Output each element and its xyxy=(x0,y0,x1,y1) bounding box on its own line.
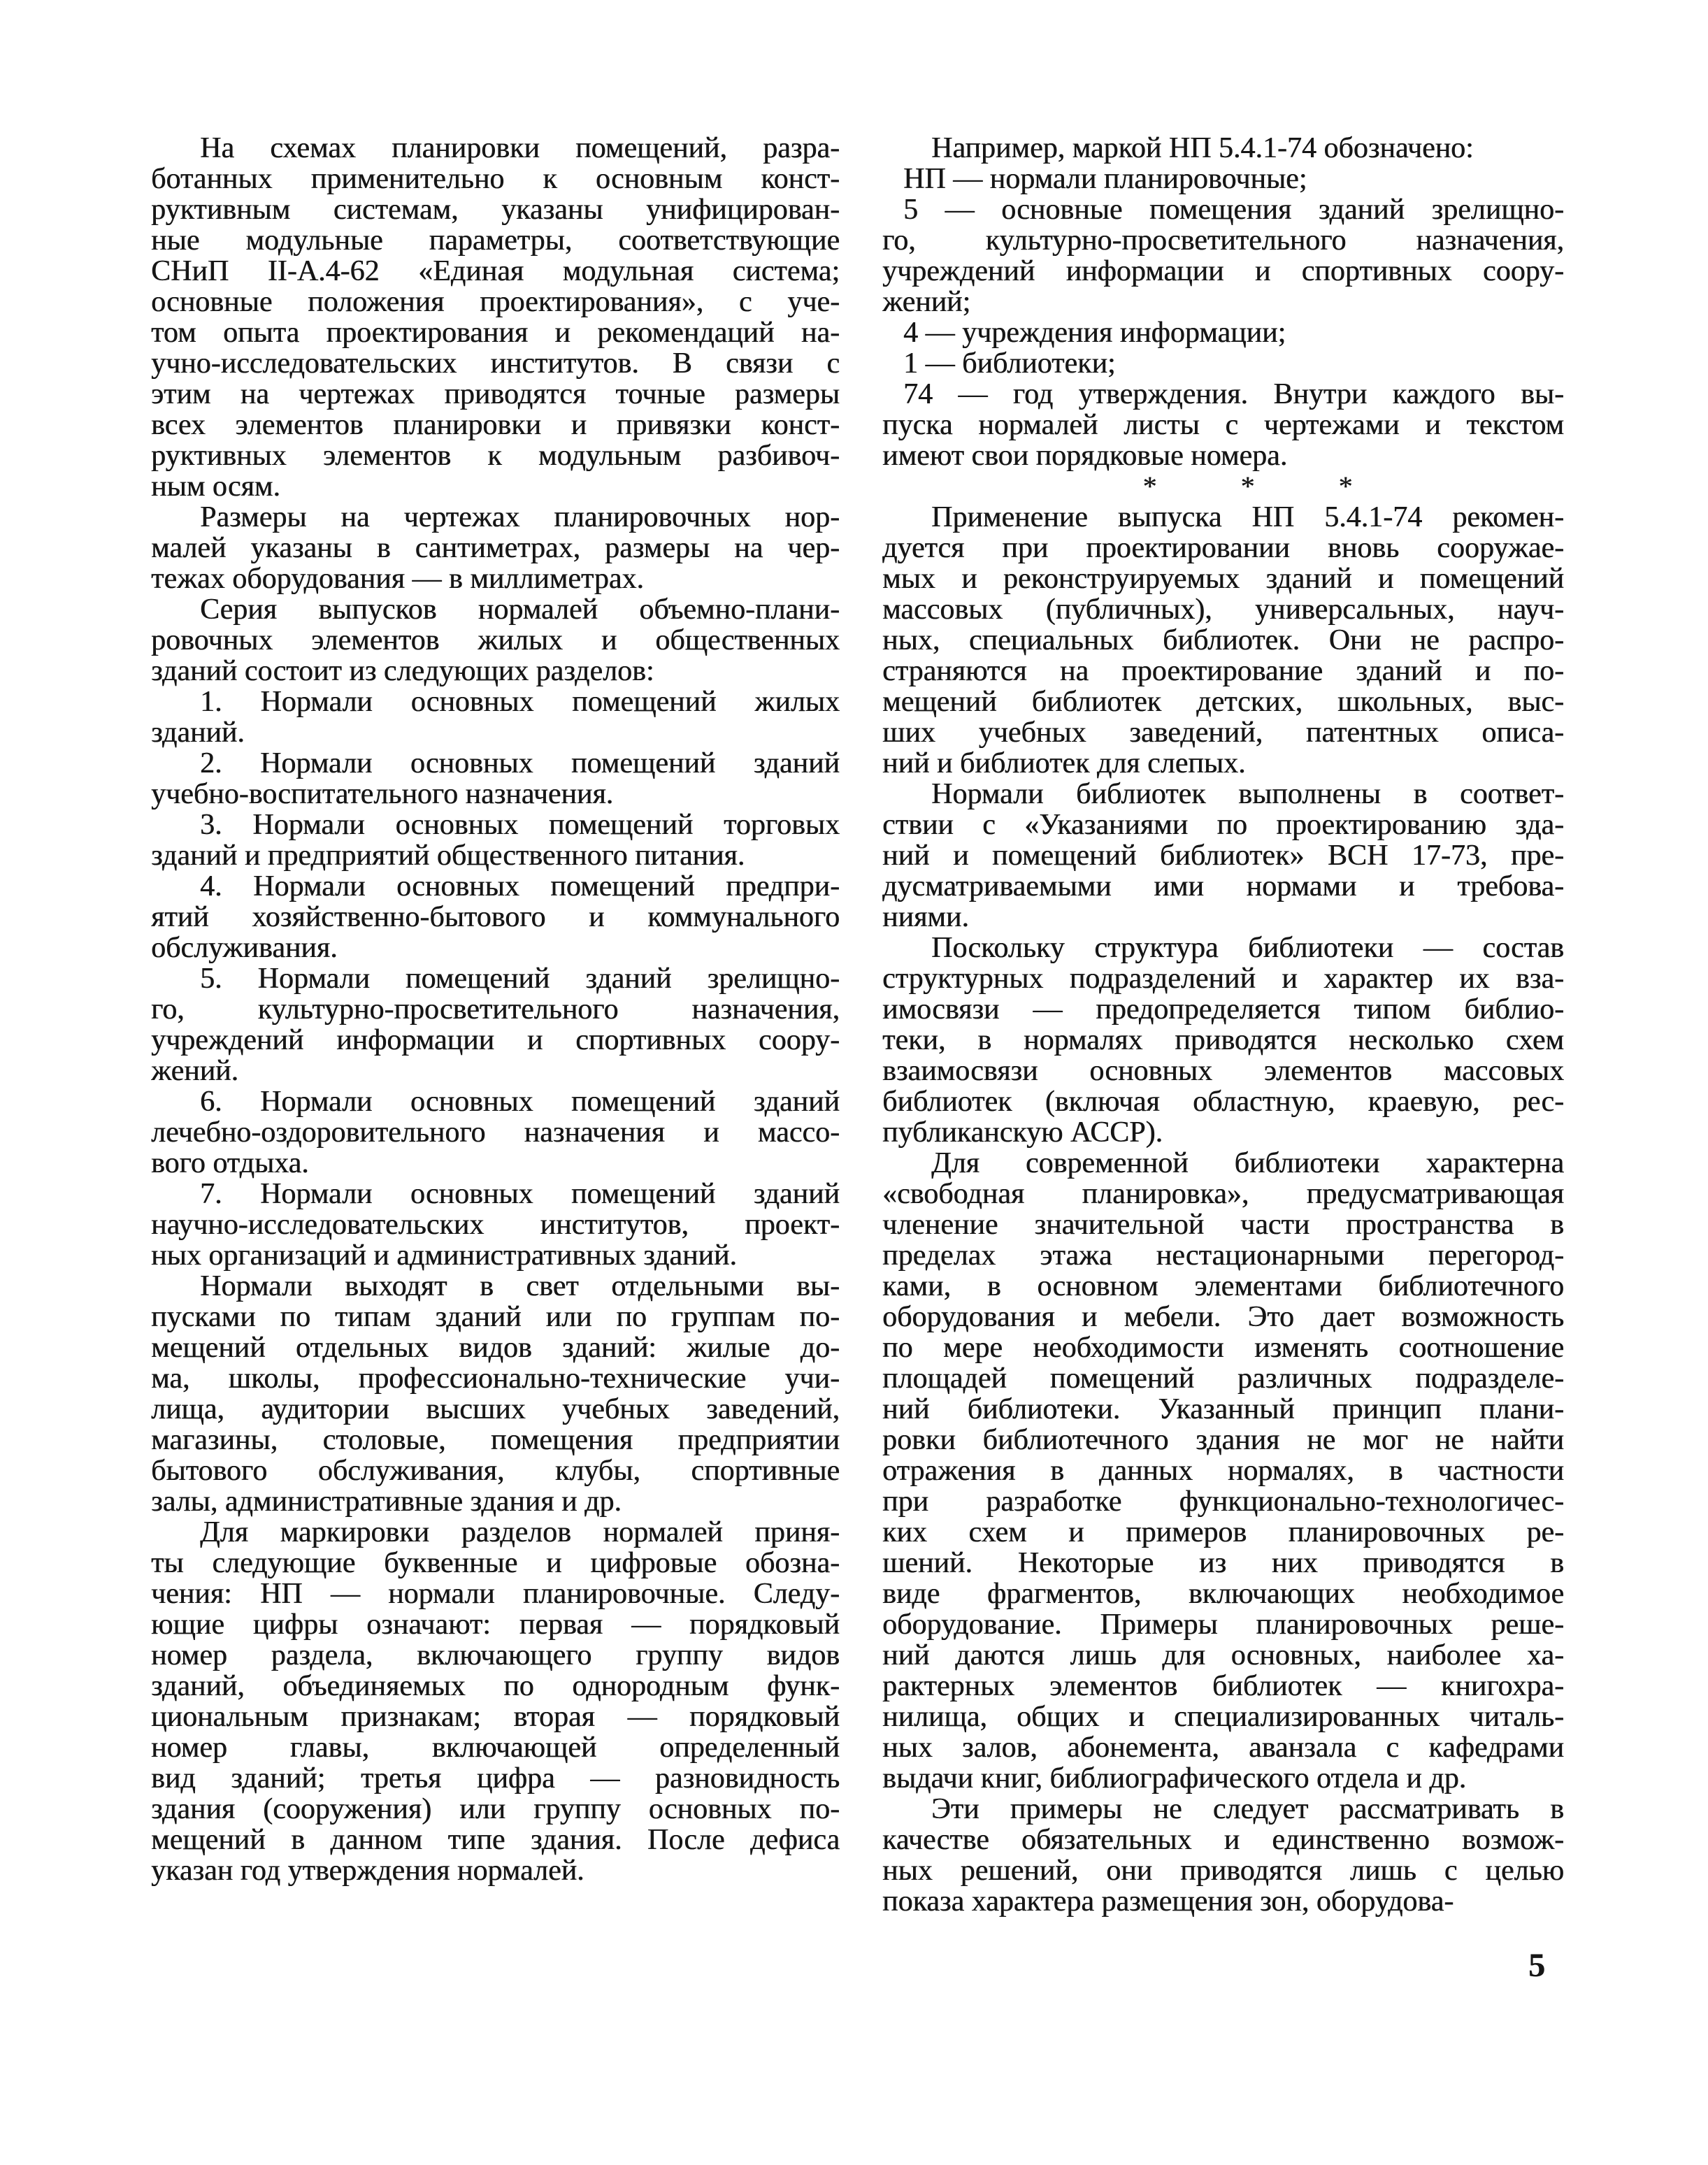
paragraph xyxy=(151,1179,840,1271)
text-line: виде фрагментов, включающих необходимое xyxy=(882,1578,1564,1609)
paragraph xyxy=(882,379,1564,471)
text-line: шений. Некоторые из них приводятся в xyxy=(882,1548,1564,1578)
text-line: качестве обязательных и единственно возмож- xyxy=(882,1825,1564,1855)
text-line: жений; xyxy=(882,287,971,317)
text-line: всех элементов планировки и привязки конст- xyxy=(151,410,840,440)
text-line: учреждений информации и спортивных соору- xyxy=(151,1025,840,1056)
text-line: имосвязи — предопределяется типом библио- xyxy=(882,994,1564,1025)
paragraph xyxy=(882,164,1564,194)
text-line: 2. Нормали основных помещений зданий xyxy=(200,748,840,779)
text-line: по мере необходимости изменять соотношение xyxy=(882,1332,1564,1363)
text-line: жений. xyxy=(151,1056,239,1086)
text-line: «свободная планировка», предусматривающая xyxy=(882,1179,1564,1209)
text-line: вого отдыха. xyxy=(151,1148,309,1179)
paragraph xyxy=(882,194,1564,317)
paragraph xyxy=(882,933,1564,1148)
text-line: страняются на проектирование зданий и по- xyxy=(882,656,1564,686)
text-line: оборудование. Примеры планировочных реше- xyxy=(882,1609,1564,1640)
paragraph xyxy=(151,686,840,748)
text-line: Применение выпуска НП 5.4.1-74 рекомен- xyxy=(931,502,1564,533)
text-line: Размеры на чертежах планировочных нор- xyxy=(200,502,840,533)
text-line: зданий. xyxy=(151,717,245,748)
text-line: пуска нормалей листы с чертежами и текстом xyxy=(882,410,1564,440)
text-line: площадей помещений различных подразделе- xyxy=(882,1363,1564,1394)
paragraph xyxy=(882,133,1564,164)
text-line: 4 — учреждения информации; xyxy=(903,317,1286,348)
text-line: научно-исследовательских институтов, проект- xyxy=(151,1209,840,1240)
text-line: отражения в данных нормалях, в частности xyxy=(882,1455,1564,1486)
text-line: магазины, столовые, помещения предприятии xyxy=(151,1425,840,1455)
text-line: дуется при проектировании вновь сооружае- xyxy=(882,533,1564,563)
text-line: этим на чертежах приводятся точные размеры xyxy=(151,379,840,410)
text-line: руктивным системам, указаны унифицирован- xyxy=(151,194,840,225)
text-line: Поскольку структура библиотеки — состав xyxy=(931,933,1564,963)
paragraph xyxy=(151,748,840,810)
text-line: учреждений информации и спортивных соору- xyxy=(882,256,1564,287)
paragraph xyxy=(882,317,1564,348)
text-line: здания (сооружения) или группу основных по- xyxy=(151,1794,840,1825)
text-line: оборудования и мебели. Это дает возможность xyxy=(882,1302,1564,1332)
text-line: нилища, общих и специализированных читаль- xyxy=(882,1702,1564,1732)
paragraph xyxy=(882,348,1564,379)
paragraph xyxy=(882,779,1564,933)
text-line: массовых (публичных), универсальных, науч- xyxy=(882,594,1564,625)
text-line: 4. Нормали основных помещений предпри- xyxy=(200,871,840,902)
text-line: выдачи книг, библиографического отдела и др. xyxy=(882,1763,1467,1794)
paragraph xyxy=(151,594,840,686)
text-line: имеют свои порядковые номера. xyxy=(882,440,1288,471)
text-line: зданий и предприятий общественного питания. xyxy=(151,840,745,871)
text-line: публиканскую АССР). xyxy=(882,1117,1163,1148)
text-line: теки, в нормалях приводятся несколько схем xyxy=(882,1025,1564,1056)
text-line: малей указаны в сантиметрах, размеры на чер- xyxy=(151,533,840,563)
text-line: ных организаций и административных зданий. xyxy=(151,1240,737,1271)
paragraph xyxy=(151,502,840,594)
text-line: номер главы, включающей определенный xyxy=(151,1732,840,1763)
text-line: ровочных элементов жилых и общественных xyxy=(151,625,840,656)
paragraph xyxy=(882,502,1564,779)
text-line: вид зданий; третья цифра — разновидность xyxy=(151,1763,840,1794)
text-line: мещений в данном типе здания. После дефиса xyxy=(151,1825,840,1855)
text-line: структурных подразделений и характер их вза- xyxy=(882,963,1564,994)
text-line: указан год утверждения нормалей. xyxy=(151,1855,584,1886)
text-line: ющие цифры означают: первая — порядковый xyxy=(151,1609,840,1640)
text-line: учебно-воспитательного назначения. xyxy=(151,779,614,810)
text-line: 1 — библиотеки; xyxy=(903,348,1116,379)
text-line: зданий состоит из следующих разделов: xyxy=(151,656,654,686)
text-line: номер раздела, включающего группу видов xyxy=(151,1640,840,1671)
text-line: том опыта проектирования и рекомендаций на- xyxy=(151,317,840,348)
text-line: членение значительной части пространства в xyxy=(882,1209,1564,1240)
text-line: пределах этажа нестационарными перегород- xyxy=(882,1240,1564,1271)
text-line: На схемах планировки помещений, разра- xyxy=(200,133,840,164)
text-line: ших учебных заведений, патентных описа- xyxy=(882,717,1564,748)
text-line: рактерных элементов библиотек — книгохра- xyxy=(882,1671,1564,1702)
paragraph xyxy=(151,1271,840,1517)
text-line: 5 — основные помещения зданий зрелищно- xyxy=(903,194,1564,225)
text-line: показа характера размещения зон, оборудова- xyxy=(882,1886,1454,1917)
text-line: циональным признакам; вторая — порядковый xyxy=(151,1702,840,1732)
text-line: залы, административные здания и др. xyxy=(151,1486,622,1517)
text-line: лища, аудитории высших учебных заведений, xyxy=(151,1394,840,1425)
text-line: ма, школы, профессионально-технические учи- xyxy=(151,1363,840,1394)
text-line: бытового обслуживания, клубы, спортивные xyxy=(151,1455,840,1486)
text-line: 3. Нормали основных помещений торговых xyxy=(200,810,840,840)
text-line: основные положения проектирования», с уче- xyxy=(151,287,840,317)
text-line: ствии с «Указаниями по проектированию зда- xyxy=(882,810,1564,840)
text-line: ками, в основном элементами библиотечного xyxy=(882,1271,1564,1302)
text-line: ровки библиотечного здания не мог не найти xyxy=(882,1425,1564,1455)
paragraph xyxy=(151,963,840,1086)
paragraph xyxy=(882,1794,1564,1917)
text-line: ных залов, абонемента, аванзала с кафедрами xyxy=(882,1732,1564,1763)
text-line: Для современной библиотеки характерна xyxy=(931,1148,1564,1179)
text-line: го, культурно-просветительного назначения, xyxy=(151,994,840,1025)
text-line: Для маркировки разделов нормалей приня- xyxy=(200,1517,840,1548)
text-line: 6. Нормали основных помещений зданий xyxy=(200,1086,840,1117)
text-line: Эти примеры не следует рассматривать в xyxy=(931,1794,1564,1825)
text-line: ниями. xyxy=(882,902,969,933)
paragraph xyxy=(151,871,840,963)
text-line: зданий, объединяемых по однородным функ- xyxy=(151,1671,840,1702)
text-line: * * * xyxy=(1142,471,1353,502)
text-line: учно-исследовательских институтов. В связи с xyxy=(151,348,840,379)
paragraph xyxy=(151,1517,840,1886)
paragraph xyxy=(882,1148,1564,1794)
text-line: обслуживания. xyxy=(151,933,338,963)
text-line: Нормали выходят в свет отдельными вы- xyxy=(200,1271,840,1302)
text-line: мещений библиотек детских, школьных, выс- xyxy=(882,686,1564,717)
text-line: взаимосвязи основных элементов массовых xyxy=(882,1056,1564,1086)
text-line: Например, маркой НП 5.4.1-74 обозначено: xyxy=(931,133,1474,164)
paragraph xyxy=(151,1086,840,1179)
text-line: НП — нормали планировочные; xyxy=(903,164,1307,194)
text-line: ные модульные параметры, соответствующие xyxy=(151,225,840,256)
text-line: ятий хозяйственно-бытового и коммунального xyxy=(151,902,840,933)
text-line: чения: НП — нормали планировочные. Следу- xyxy=(151,1578,840,1609)
text-line: СНиП II-А.4-62 «Единая модульная система; xyxy=(151,256,840,287)
text-line: ких схем и примеров планировочных ре- xyxy=(882,1517,1564,1548)
text-line: ний даются лишь для основных, наиболее ха- xyxy=(882,1640,1564,1671)
text-line: Серия выпусков нормалей объемно-плани- xyxy=(200,594,840,625)
text-line: руктивных элементов к модульным разбивоч- xyxy=(151,440,840,471)
text-line: ний библиотеки. Указанный принцип плани- xyxy=(882,1394,1564,1425)
text-line: 5. Нормали помещений зданий зрелищно- xyxy=(200,963,840,994)
text-line: ний и помещений библиотек» ВСН 17-73, пре- xyxy=(882,840,1564,871)
text-line: пусками по типам зданий или по группам по- xyxy=(151,1302,840,1332)
text-line: ных решений, они приводятся лишь с целью xyxy=(882,1855,1564,1886)
text-line: ным осям. xyxy=(151,471,280,502)
text-line: 74 — год утверждения. Внутри каждого вы- xyxy=(903,379,1564,410)
text-line: ных, специальных библиотек. Они не распро- xyxy=(882,625,1564,656)
text-line: го, культурно-просветительного назначения, xyxy=(882,225,1564,256)
text-line: при разработке функционально-технологичес- xyxy=(882,1486,1564,1517)
column-right xyxy=(882,133,1564,1917)
column-left xyxy=(151,133,840,1886)
text-line: Нормали библиотек выполнены в соответ- xyxy=(931,779,1564,810)
text-line: библиотек (включая областную, краевую, рес- xyxy=(882,1086,1564,1117)
section-separator xyxy=(882,471,1564,502)
paragraph xyxy=(151,133,840,502)
text-line: тежах оборудования — в миллиметрах. xyxy=(151,563,644,594)
text-line: дусматриваемыми ими нормами и требова- xyxy=(882,871,1564,902)
text-line: мых и реконструируемых зданий и помещений xyxy=(882,563,1564,594)
page-number: 5 xyxy=(1528,1947,1545,1984)
text-line: ботанных применительно к основным конст- xyxy=(151,164,840,194)
text-line: 1. Нормали основных помещений жилых xyxy=(200,686,840,717)
text-line: мещений отдельных видов зданий: жилые до- xyxy=(151,1332,840,1363)
text-line: 7. Нормали основных помещений зданий xyxy=(200,1179,840,1209)
text-line: ний и библиотек для слепых. xyxy=(882,748,1246,779)
paragraph xyxy=(151,810,840,871)
text-line: ты следующие буквенные и цифровые обозна- xyxy=(151,1548,840,1578)
text-line: лечебно-оздоровительного назначения и массо- xyxy=(151,1117,840,1148)
